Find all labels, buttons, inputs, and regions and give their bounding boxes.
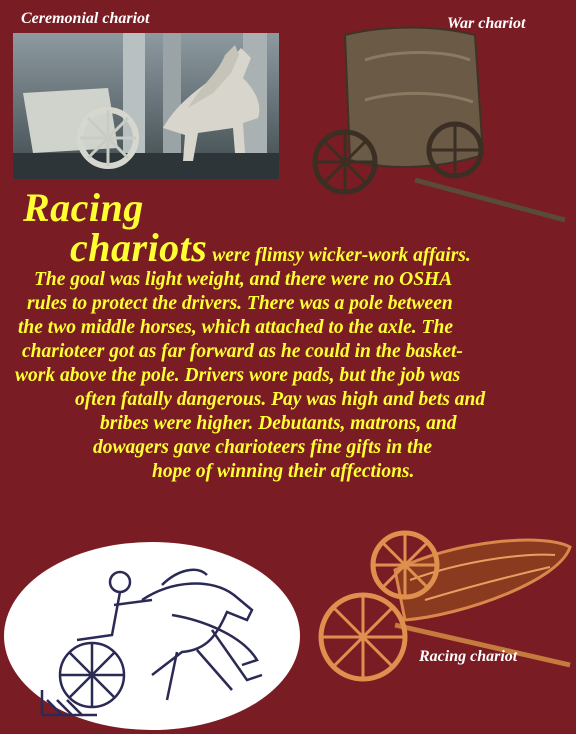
ceremonial-chariot-image <box>13 33 279 179</box>
body-text <box>0 185 576 484</box>
body-line-2: The goal was light weight, and there were no OSHA <box>34 269 453 290</box>
war-chariot-caption: War chariot <box>447 15 526 32</box>
body-line-1: were flimsy wicker-work affairs. <box>212 245 471 266</box>
body-line-10: hope of winning their affections. <box>152 461 415 482</box>
body-line-3: rules to protect the drivers. There was a pole between <box>27 293 453 314</box>
body-line-8: bribes were higher. Debutants, matrons, and <box>100 413 457 434</box>
heading-line <box>0 225 576 270</box>
racing-chariot-caption: Racing chariot <box>419 648 518 665</box>
racing-chariot-drawing <box>2 540 302 732</box>
body-line-6: work above the pole. Drivers wore pads, but the job was <box>15 365 461 386</box>
body-line-9: dowagers gave charioteers fine gifts in the <box>93 437 433 458</box>
body-line-7: often fatally dangerous. Pay was high and bets and <box>75 389 486 410</box>
heading-racing: Racing <box>23 185 144 230</box>
body-line-4: the two middle horses, which attached to the axle. The <box>18 317 453 338</box>
ceremonial-chariot-caption: Ceremonial chariot <box>21 10 150 27</box>
heading-chariots: chariots <box>70 225 208 270</box>
racing-chariot-image <box>315 525 573 705</box>
body-line-5: charioteer got as far forward as he could in the basket- <box>22 341 463 362</box>
